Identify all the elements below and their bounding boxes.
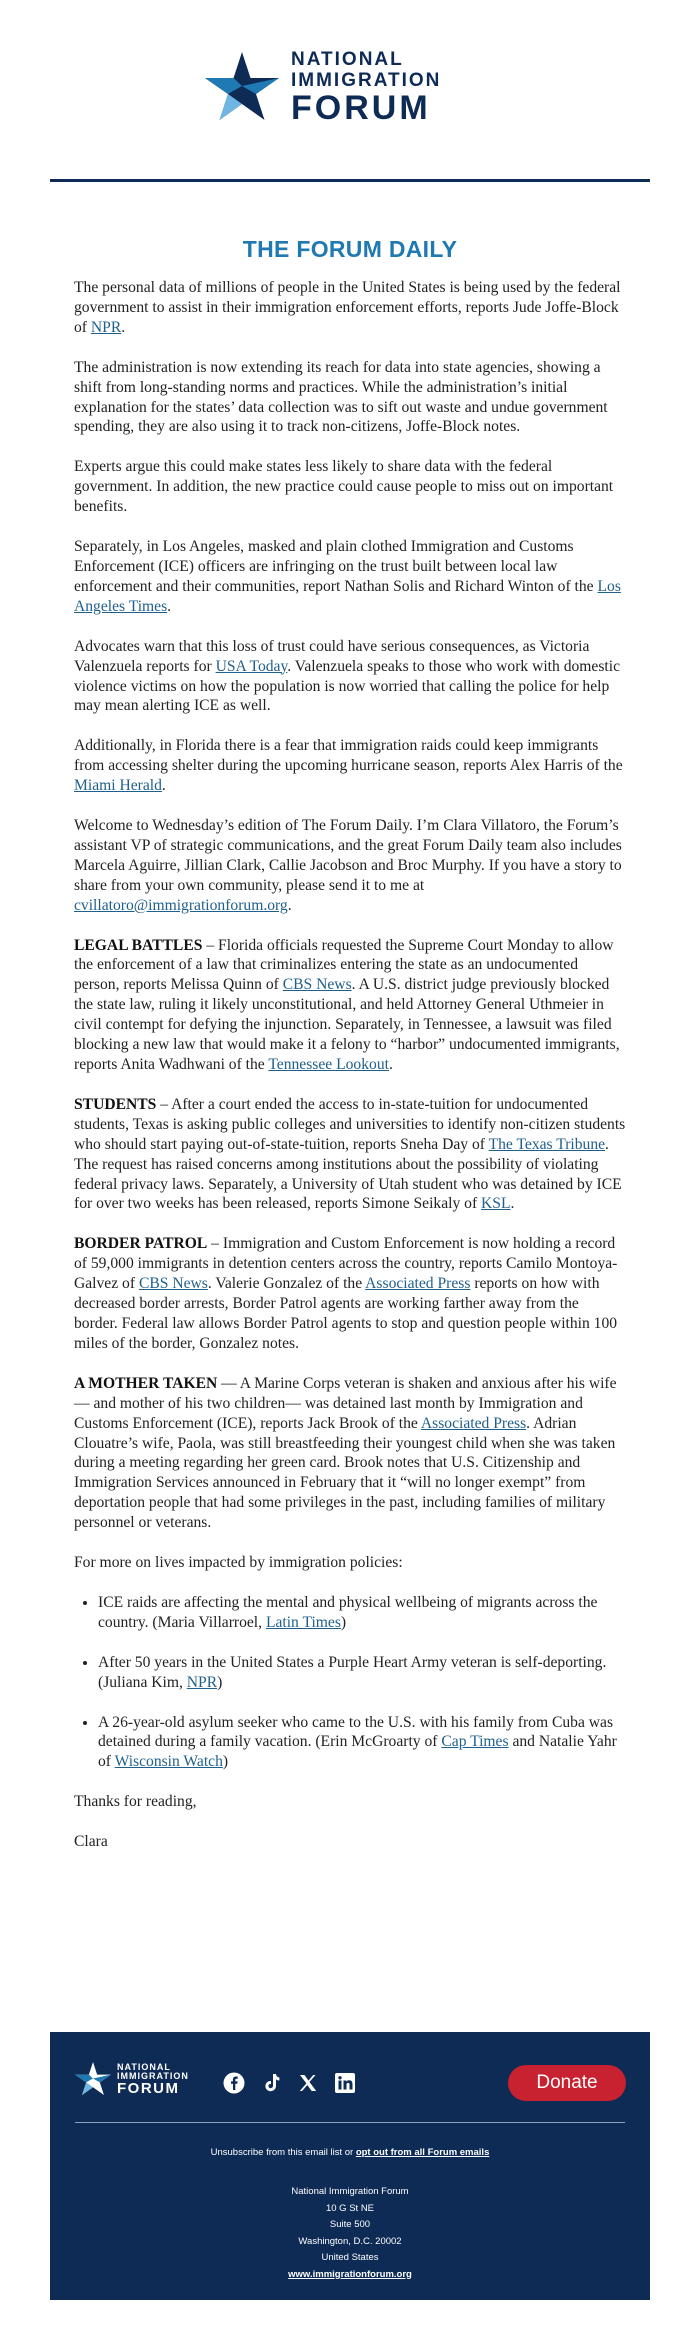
logo-line-national: NATIONAL	[291, 49, 404, 70]
linkedin-icon[interactable]	[334, 2072, 356, 2094]
opt-out-link[interactable]: opt out from all Forum emails	[355, 2147, 490, 2158]
section-students: STUDENTS – After a court ended the access to in-state-tuition for undocumented students, Texas is asking public colleges and universities to identify non-citizen students who should start paying out-of-state-tuition, reports Sneha Day of The Texas Tribune. The request has raised concerns among institutions about the possibility of violating federal privacy laws. Separately, a University of Utah student who was detained by ICE for over two weeks has been released, reports Simone Seikaly of KSL.	[74, 1095, 626, 1213]
list-item: • ICE raids are affecting the mental and physical wellbeing of migrants across the country. (Maria Villarroel, Latin Times)	[98, 1593, 626, 1633]
section-heading: A MOTHER TAKEN	[74, 1374, 218, 1392]
welcome-paragraph: Welcome to Wednesday’s edition of The Forum Daily. I’m Clara Villatoro, the Forum’s assistant VP of strategic communications, and the great Forum Daily team also includes Marcela Aguirre, Jillian Clark, Callie Jacobson and Broc Murphy. If you have a story to share from your own community, please send it to me at cvillatoro@immigrationforum.org.	[74, 817, 622, 914]
signoff-name: Clara	[74, 1833, 108, 1851]
list-item: • After 50 years in the United States a Purple Heart Army veteran is self-deporting. (Juliana Kim, NPR)	[98, 1653, 626, 1693]
los-angeles-times-link[interactable]: Los Angeles Times	[74, 577, 621, 615]
intro-paragraph-1: The personal data of millions of people in the United States is being used by the federal government to assist in their immigration enforcement efforts, reports Jude Joffe-Block of NPR.	[74, 279, 621, 336]
intro-paragraph-6: Additionally, in Florida there is a fear that immigration raids could keep immigrants from accessing shelter during the upcoming hurricane season, reports Alex Harris of the Miami Herald.	[74, 737, 623, 795]
ksl-link[interactable]: KSL	[481, 1195, 511, 1213]
cbs-news-link[interactable]: CBS News	[138, 1275, 208, 1293]
section-heading: STUDENTS	[74, 1095, 157, 1113]
miami-herald-link[interactable]: Miami Herald	[74, 777, 162, 795]
unsubscribe-line: Unsubscribe from this email list or opt out from all Forum emails	[210, 2147, 490, 2158]
email-link[interactable]: cvillatoro@immigrationforum.org	[74, 896, 288, 914]
intro-paragraph-5: Advocates warn that this loss of trust could have serious consequences, as Victoria Valenzuela reports for USA Today. Valenzuela speaks to those who work with domestic violence victims on how the population is now worried that calling the police for help may mean alerting ICE as well.	[74, 637, 621, 715]
newsletter-body	[74, 278, 626, 1872]
intro-paragraph-3: Experts argue this could make states less likely to share data with the federal government. In addition, the new practice could cause people to miss out on important benefits.	[74, 458, 614, 516]
address-city: Washington, D.C. 20002	[298, 2235, 402, 2247]
donate-button[interactable]: Donate	[508, 2065, 626, 2101]
logo-line-immigration: IMMIGRATION	[291, 70, 442, 91]
footer-logo-line-forum: FORUM	[117, 2080, 180, 2097]
intro-paragraph-4: Separately, in Los Angeles, masked and plain clothed Immigration and Customs Enforcement (ICE) officers are infringing on the trust built between local law enforcement and their communities, report Nathan Solis and Richard Winton of the Los Angeles Times.	[74, 538, 621, 615]
footer	[50, 2032, 650, 2300]
mailing-address	[50, 2184, 650, 2283]
address-street: 10 G St NE	[325, 2202, 375, 2214]
wisconsin-watch-link[interactable]: Wisconsin Watch	[114, 1753, 223, 1771]
footer-logo-line-immigration: IMMIGRATION	[117, 2071, 189, 2081]
signoff-thanks: Thanks for reading,	[74, 1793, 197, 1811]
more-heading: For more on lives impacted by immigration policies:	[74, 1554, 403, 1572]
footer-logo-line-national: NATIONAL	[117, 2062, 171, 2072]
cbs-news-link[interactable]: CBS News	[282, 976, 352, 994]
header-divider	[50, 179, 650, 182]
associated-press-link[interactable]: Associated Press	[365, 1275, 471, 1293]
newsletter-title: THE FORUM DAILY	[242, 236, 458, 262]
latin-times-link[interactable]: Latin Times	[265, 1613, 341, 1631]
tiktok-icon[interactable]	[260, 2072, 282, 2094]
logo-line-forum: FORUM	[291, 89, 431, 127]
website-link[interactable]: www.immigrationforum.org	[288, 2268, 412, 2280]
associated-press-link[interactable]: Associated Press	[420, 1414, 527, 1432]
section-heading: LEGAL BATTLES	[74, 936, 203, 954]
section-border-patrol: BORDER PATROL – Immigration and Custom Enforcement is now holding a record of 59,000 immigrants in detention centers across the country, reports Camilo Montoya-Galvez of CBS News. Valerie Gonzalez of the Associated Press reports on how with decreased border arrests, Border Patrol agents are working farther away from the border. Federal law allows Border Patrol agents to stop and question people within 100 miles of the border, Gonzalez notes.	[74, 1235, 618, 1352]
usa-today-link[interactable]: USA Today	[215, 657, 288, 675]
section-heading: BORDER PATROL	[74, 1235, 208, 1253]
address-country: United States	[321, 2252, 379, 2263]
x-icon[interactable]	[297, 2072, 319, 2094]
npr-link[interactable]: NPR	[186, 1673, 218, 1691]
cap-times-link[interactable]: Cap Times	[441, 1733, 509, 1751]
texas-tribune-link[interactable]: The Texas Tribune	[488, 1135, 606, 1153]
facebook-icon[interactable]	[223, 2072, 245, 2094]
star-logo-icon	[75, 2062, 111, 2097]
footer-divider	[75, 2122, 625, 2123]
footer-logo[interactable]	[75, 2062, 189, 2097]
address-org: National Immigration Forum	[291, 2186, 409, 2197]
npr-link[interactable]: NPR	[90, 318, 122, 336]
intro-paragraph-2: The administration is now extending its reach for data into state agencies, showing a shift from long-standing norms and practices. While the administration’s initial explanation for the states’ data collection was to sift out waste and undue government spending, they are also using it to track non-citizens, Joffe-Block notes.	[74, 358, 608, 436]
tennessee-lookout-link[interactable]: Tennessee Lookout	[268, 1056, 389, 1073]
section-a-mother-taken: A MOTHER TAKEN — A Marine Corps veteran is shaken and anxious after his wife — and mother of his two children— was detained last month by Immigration and Customs Enforcement (ICE), reports Jack Brook of the Associated Press. Adrian Clouatre’s wife, Paola, was still breastfeeding their youngest child when she was taken during a meeting regarding her green card. Brook notes that U.S. Citizenship and Immigration Services announced in February that it “will no longer exempt” from deportation people that had some privileges in the past, including families of military personnel or veterans.	[74, 1374, 617, 1532]
list-item: • A 26-year-old asylum seeker who came to the U.S. with his family from Cuba was detained during a family vacation. (Erin McGroarty of Cap Times and Natalie Yahr of Wisconsin Watch)	[98, 1713, 626, 1773]
social-links	[223, 2072, 356, 2094]
masthead	[0, 0, 700, 181]
section-legal-battles: LEGAL BATTLES – Florida officials requested the Supreme Court Monday to allow the enforcement of a law that criminalizes entering the state as an undocumented person, reports Melissa Quinn of CBS News. A U.S. district judge previously blocked the state law, ruling it likely unconstitutional, and held Attorney General Uthmeier in civil contempt for defying the injunction. Separately, in Tennessee, a lawsuit was filed blocking a new law that would make it a felony to “harbor” undocumented immigrants, reports Anita Wadhwani of the Tennessee Lookout.	[74, 936, 620, 1073]
forum-logo[interactable]	[205, 50, 441, 125]
address-suite: Suite 500	[329, 2219, 371, 2230]
more-list	[74, 1593, 626, 1772]
star-logo-icon	[205, 52, 279, 124]
